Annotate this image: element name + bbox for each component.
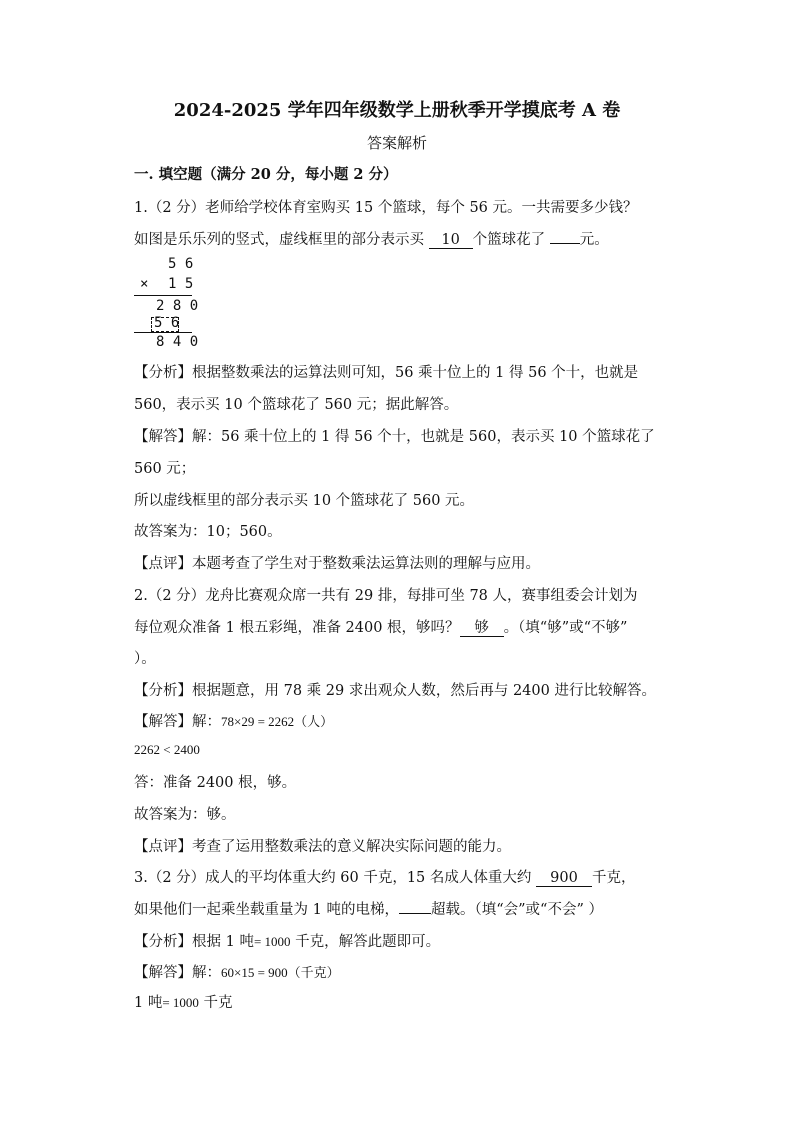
q3-answer-line-1 bbox=[134, 961, 340, 982]
q3-analysis-text-end: 千克，解答此题即可。 bbox=[290, 934, 441, 950]
q2-answer-line-1 bbox=[134, 710, 333, 731]
q3-ton-expression: = 1000 bbox=[162, 995, 199, 1010]
q1-comment: 【点评】本题考查了学生对于整数乘法运算法则的理解与应用。 bbox=[134, 556, 540, 572]
q2-reply: 答：准备 2400 根，够。 bbox=[134, 775, 297, 791]
q2-answer-label: 【解答】解： bbox=[134, 714, 221, 730]
q1-stem-text-mid: 个篮球花了 bbox=[472, 232, 550, 248]
q1-stem-line-2 bbox=[134, 228, 609, 249]
q2-stem-line-2 bbox=[134, 616, 627, 637]
q1-stem-text: 如图是乐乐列的竖式，虚线框里的部分表示买 bbox=[134, 232, 429, 248]
q1-blank-2 bbox=[550, 243, 580, 244]
q2-blank: 够 bbox=[460, 620, 504, 637]
q3-answer-label: 【解答】解： bbox=[134, 965, 221, 981]
section-heading: 一. 填空题（满分 20 分，每小题 2 分） bbox=[134, 166, 398, 183]
q3-analysis-expression: = 1000 bbox=[253, 934, 291, 949]
q3-answer-line-2 bbox=[134, 991, 233, 1012]
q3-stem-text-2-end: 超载。（填“会”或“不会” ） bbox=[430, 902, 603, 918]
calc-product: 8 4 0 bbox=[156, 334, 199, 350]
q3-stem-line-1 bbox=[134, 866, 636, 887]
q2-answer-final: 故答案为：够。 bbox=[134, 807, 236, 823]
q3-blank-1: 900 bbox=[536, 870, 592, 887]
calc-multiplicand: 5 6 bbox=[168, 256, 194, 272]
q3-stem-text: 3.（2 分）成人的平均体重大约 60 千克，15 名成人体重大约 bbox=[134, 870, 537, 886]
q2-comparison: 2262 < 2400 bbox=[134, 742, 200, 757]
q3-analysis-text: 【分析】根据 1 吨 bbox=[134, 934, 254, 950]
q1-answer-final: 故答案为：10；560。 bbox=[134, 524, 282, 540]
document-title: 2024-2025 学年四年级数学上册秋季开学摸底考 A 卷 bbox=[173, 100, 621, 121]
q1-answer-line-2: 560 元； bbox=[134, 461, 196, 477]
q2-analysis: 【分析】根据题意，用 78 乘 29 求出观众人数，然后再与 2400 进行比较解答。 bbox=[134, 683, 656, 699]
q1-answer-line-1: 【解答】解：56 乘十位上的 1 得 56 个十，也就是 560，表示买 10 个篮球花了 bbox=[134, 429, 655, 445]
q3-ton-text: 1 吨 bbox=[134, 995, 163, 1011]
vertical-multiplication bbox=[134, 256, 204, 350]
q1-blank-1: 10 bbox=[429, 232, 473, 249]
q2-answer-expression: 78×29 = 2262（人） bbox=[221, 714, 334, 729]
q2-stem-line-3: ）。 bbox=[134, 651, 156, 667]
calc-multiplier: 1 5 bbox=[168, 276, 194, 292]
q2-stem-line-1: 2.（2 分）龙舟比赛观众席一共有 29 排，每排可坐 78 人，赛事组委会计划为 bbox=[134, 588, 638, 604]
calc-rule-2 bbox=[134, 332, 192, 333]
calc-times-sign: × bbox=[140, 276, 149, 292]
q3-blank-2 bbox=[399, 913, 431, 914]
q1-analysis-line-2: 560，表示买 10 个篮球花了 560 元；据此解答。 bbox=[134, 397, 459, 413]
calc-rule-1 bbox=[134, 295, 192, 296]
document-subtitle: 答案解析 bbox=[366, 134, 427, 152]
q3-ton-unit: 千克 bbox=[198, 995, 233, 1011]
q2-stem-text-end: 。（填“够”或“不够” bbox=[503, 620, 628, 636]
q3-stem-text-end: 千克， bbox=[592, 870, 636, 886]
q1-answer-line-3: 所以虚线框里的部分表示买 10 个篮球花了 560 元。 bbox=[134, 493, 475, 509]
q3-stem-line-2 bbox=[134, 898, 603, 919]
q3-answer-expression: 60×15 = 900（千克） bbox=[221, 965, 340, 980]
q2-stem-text: 每位观众准备 1 根五彩绳，准备 2400 根，够吗？ bbox=[134, 620, 460, 636]
q2-comment: 【点评】考查了运用整数乘法的意义解决实际问题的能力。 bbox=[134, 839, 511, 855]
calc-partial-product-1: 2 8 0 bbox=[156, 298, 199, 314]
q3-analysis bbox=[134, 930, 440, 951]
q1-stem-line-1: 1.（2 分）老师给学校体育室购买 15 个篮球，每个 56 元。一共需要多少钱？ bbox=[134, 200, 638, 216]
calc-partial-product-2: 5 6 bbox=[154, 315, 180, 331]
q1-analysis-line-1: 【分析】根据整数乘法的运算法则可知，56 乘十位上的 1 得 56 个十，也就是 bbox=[134, 365, 639, 381]
q1-stem-text-end: 元。 bbox=[579, 232, 609, 248]
q3-stem-text-2: 如果他们一起乘坐载重量为 1 吨的电梯， bbox=[134, 902, 399, 918]
